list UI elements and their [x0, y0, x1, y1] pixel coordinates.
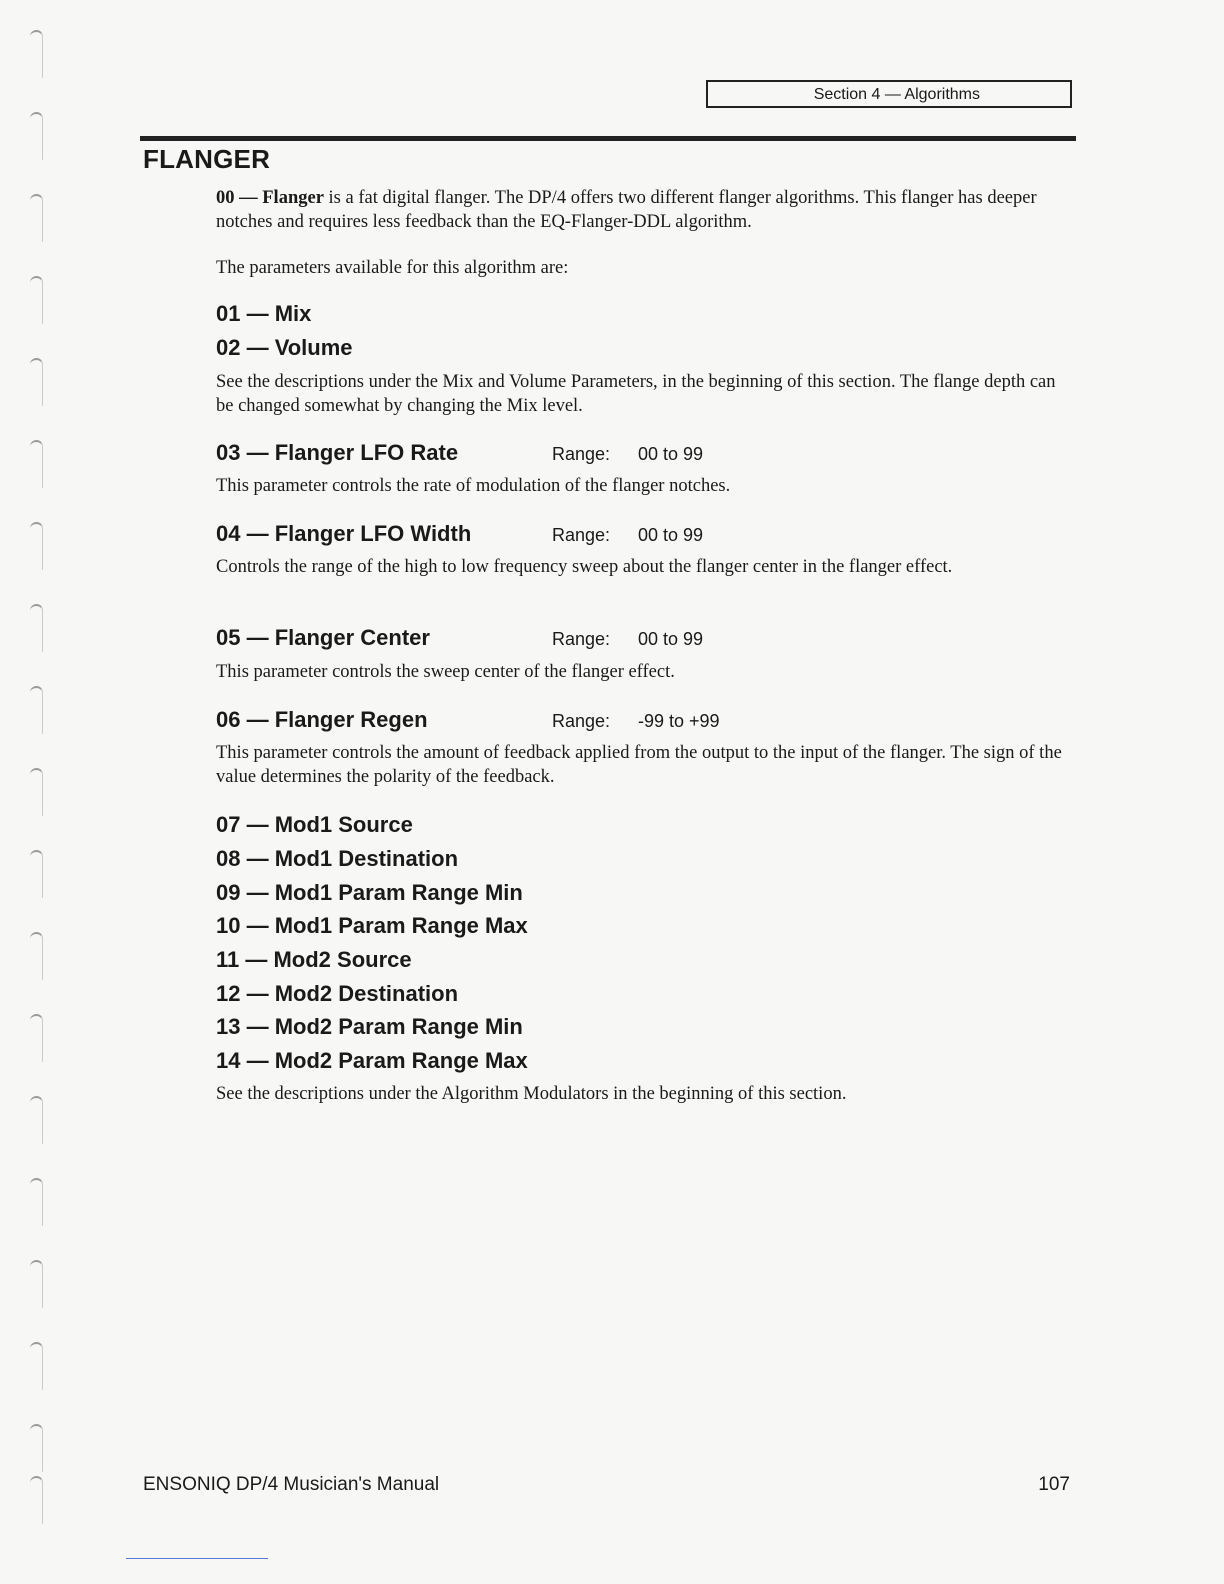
intro-paragraph: [216, 186, 1064, 234]
range-value: 00 to 99: [638, 629, 704, 649]
binder-hole: [30, 276, 43, 324]
bottom-mark: [126, 1558, 268, 1559]
modulators-description: See the descriptions under the Algorithm Modulators in the beginning of this section.: [216, 1084, 847, 1104]
param-11-mod2-source: 11 — Mod2 Source: [216, 947, 412, 972]
binder-hole: [30, 112, 43, 160]
range-value: 00 to 99: [638, 525, 704, 545]
param-02-volume: 02 — Volume: [216, 335, 353, 360]
param-08-mod1-destination: 08 — Mod1 Destination: [216, 846, 459, 871]
center-description: This parameter controls the sweep center of the flanger effect.: [216, 662, 675, 682]
algo-name: Flanger: [262, 188, 324, 208]
binder-hole: [30, 932, 43, 980]
binder-hole: [30, 194, 43, 242]
page-title: FLANGER: [143, 144, 271, 174]
param-14-mod2-range-max: 14 — Mod2 Param Range Max: [216, 1048, 528, 1073]
range-value: -99 to +99: [638, 711, 720, 731]
lfo-rate-description: This parameter controls the rate of modulation of the flanger notches.: [216, 476, 731, 496]
param-04-lfo-width: 04 — Flanger LFO Width: [216, 521, 472, 546]
range-label: Range:: [552, 444, 611, 464]
binder-hole: [30, 1424, 43, 1472]
param-05-center: 05 — Flanger Center: [216, 625, 430, 650]
param-03-lfo-rate: 03 — Flanger LFO Rate: [216, 440, 459, 465]
binder-hole: [30, 850, 43, 898]
binder-hole: [30, 522, 43, 570]
param-07-mod1-source: 07 — Mod1 Source: [216, 812, 413, 837]
range-value: 00 to 99: [638, 444, 704, 464]
param-13-mod2-range-min: 13 — Mod2 Param Range Min: [216, 1014, 523, 1039]
range-label: Range:: [552, 525, 611, 545]
binder-hole: [30, 1178, 43, 1226]
param-06-regen: 06 — Flanger Regen: [216, 707, 428, 732]
binder-holes: [22, 30, 52, 1530]
binder-hole: [30, 1342, 43, 1390]
param-01-mix: 01 — Mix: [216, 301, 312, 326]
binder-hole: [30, 1476, 43, 1524]
range-label: Range:: [552, 711, 611, 731]
range-label: Range:: [552, 629, 611, 649]
page-number: 107: [1038, 1474, 1070, 1495]
footer-manual-title: ENSONIQ DP/4 Musician's Manual: [143, 1474, 440, 1495]
mix-volume-description: See the descriptions under the Mix and Volume Parameters, in the beginning of this section. The flange depth can be changed somewhat by changing the Mix level.: [216, 372, 1056, 416]
binder-hole: [30, 30, 43, 78]
binder-hole: [30, 358, 43, 406]
intro-text: is a fat digital flanger. The DP/4 offers two different flanger algorithms. This flanger has deeper notches and requires less feedback than the EQ-Flanger-DDL algorithm.: [216, 188, 1037, 232]
binder-hole: [30, 686, 43, 734]
section-header: Section 4 — Algorithms: [706, 80, 1072, 108]
binder-hole: [30, 1096, 43, 1144]
param-10-mod1-range-max: 10 — Mod1 Param Range Max: [216, 913, 528, 938]
binder-hole: [30, 1014, 43, 1062]
param-09-mod1-range-min: 09 — Mod1 Param Range Min: [216, 880, 523, 905]
param-12-mod2-destination: 12 — Mod2 Destination: [216, 981, 459, 1006]
regen-description: This parameter controls the amount of feedback applied from the output to the input of the flanger. The sign of the value determines the polarity of the feedback.: [216, 743, 1062, 787]
binder-hole: [30, 768, 43, 816]
binder-hole: [30, 604, 43, 652]
heading-rule: [140, 136, 1076, 141]
binder-hole: [30, 1260, 43, 1308]
binder-hole: [30, 440, 43, 488]
algo-number: 00 —: [216, 188, 258, 208]
lfo-width-description: Controls the range of the high to low frequency sweep about the flanger center in the flanger effect.: [216, 557, 953, 577]
params-available-text: The parameters available for this algorithm are:: [216, 258, 569, 278]
